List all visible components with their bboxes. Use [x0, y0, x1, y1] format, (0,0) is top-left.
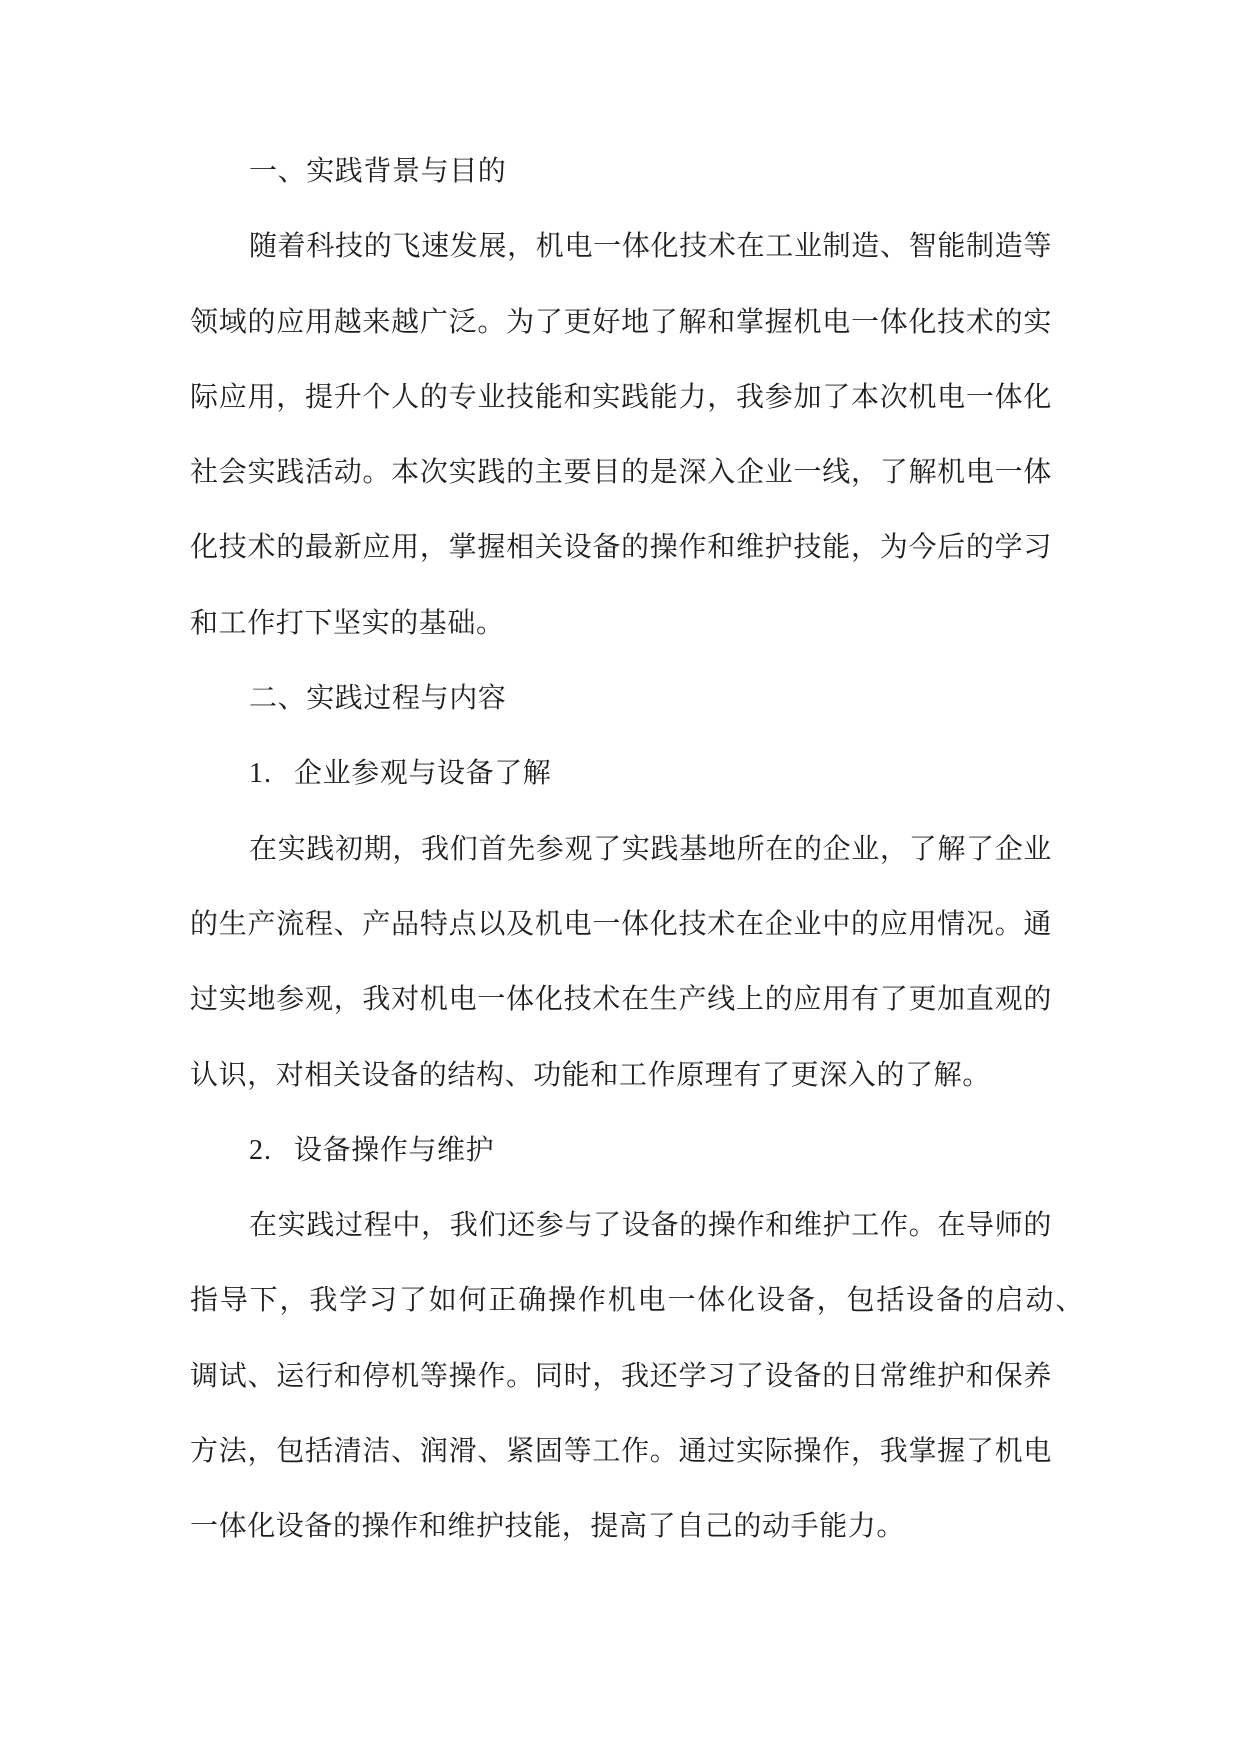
subsection-number: 1. [249, 758, 272, 790]
subsection-title: 企业参观与设备了解 [294, 756, 552, 790]
paragraph-line: 在实践过程中，我们还参与了设备的操作和维护工作。在导师的 [249, 1208, 1052, 1242]
paragraph-line: 方法，包括清洁、润滑、紧固等工作。通过实际操作，我掌握了机电 [190, 1434, 1052, 1468]
subsection-heading [190, 1112, 1052, 1187]
section-heading: 一、实践背景与目的 [249, 154, 507, 187]
subsection-heading [190, 735, 1052, 810]
paragraph-line: 和工作打下坚实的基础。 [190, 605, 505, 639]
paragraph-line: 指导下，我学习了如何正确操作机电一体化设备，包括设备的启动、 [190, 1283, 1084, 1317]
subsection-title: 设备操作与维护 [294, 1132, 495, 1166]
subsection-number: 2. [249, 1134, 272, 1166]
paragraph-line: 的生产流程、产品特点以及机电一体化技术在企业中的应用情况。通 [190, 906, 1052, 940]
paragraph-line: 随着科技的飞速发展，机电一体化技术在工业制造、智能制造等 [249, 229, 1052, 263]
paragraph-line: 领域的应用越来越广泛。为了更好地了解和掌握机电一体化技术的实 [190, 304, 1052, 338]
paragraph-line: 际应用，提升个人的专业技能和实践能力，我参加了本次机电一体化 [190, 379, 1052, 413]
paragraph-line: 社会实践活动。本次实践的主要目的是深入企业一线，了解机电一体 [190, 455, 1052, 489]
document-body [190, 133, 1084, 1564]
paragraph-line: 调试、运行和停机等操作。同时，我还学习了设备的日常维护和保养 [190, 1358, 1052, 1392]
paragraph-line: 认识，对相关设备的结构、功能和工作原理有了更深入的了解。 [190, 1057, 991, 1091]
paragraph-line: 过实地参观，我对机电一体化技术在生产线上的应用有了更加直观的 [190, 982, 1052, 1016]
paragraph-line: 一体化设备的操作和维护技能，提高了自己的动手能力。 [190, 1509, 906, 1543]
paragraph-line: 化技术的最新应用，掌握相关设备的操作和维护技能，为今后的学习 [190, 530, 1052, 564]
section-heading: 二、实践过程与内容 [249, 681, 507, 715]
paragraph-line: 在实践初期，我们首先参观了实践基地所在的企业，了解了企业 [249, 831, 1052, 865]
